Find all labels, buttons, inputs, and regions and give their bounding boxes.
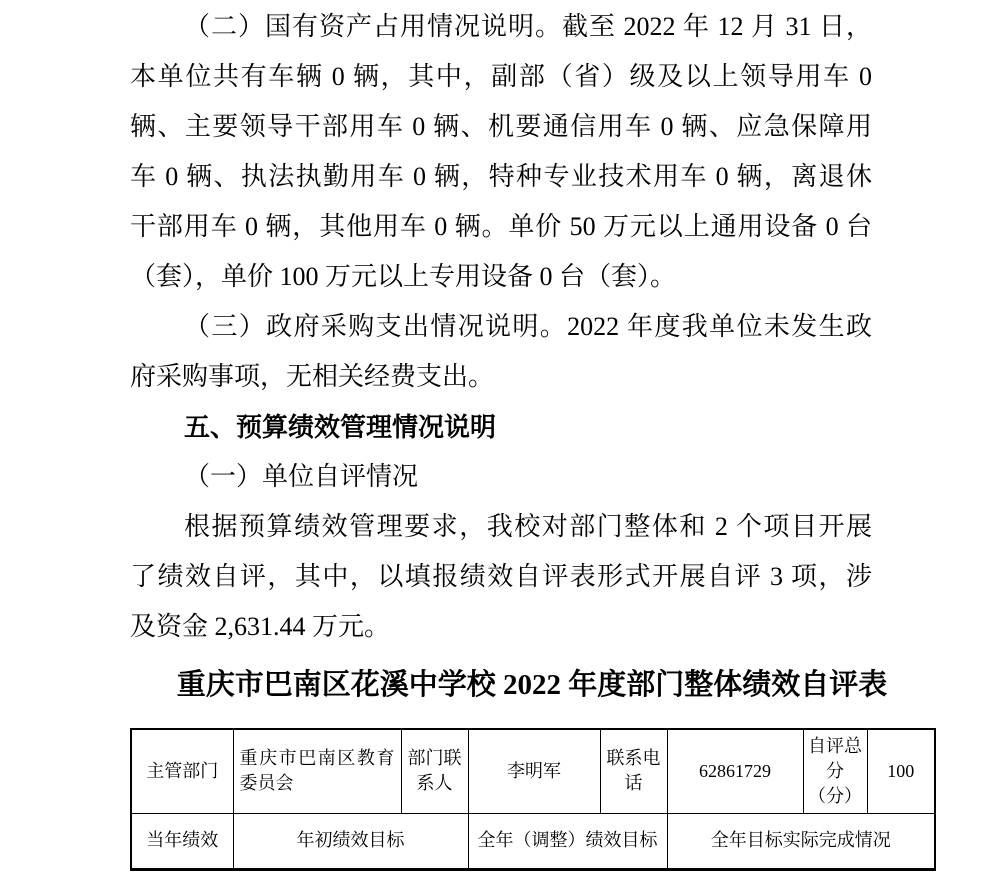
cell-phone-value: 62861729 (667, 729, 803, 813)
cell-supervisor-dept-label: 主管部门 (131, 729, 233, 813)
body-line: 及资金 2,631.44 万元。 (130, 612, 391, 641)
cell-self-eval-score-label: 自评总分（分） (803, 729, 867, 813)
body-line: （套），单价 100 万元以上专用设备 0 台（套）。 (130, 262, 677, 291)
cell-contact-person-label: 部门联系人 (401, 729, 468, 813)
body-line: 干部用车 0 辆，其他用车 0 辆。单价 50 万元以上通用设备 0 台 (130, 212, 872, 241)
cell-phone-label: 联系电话 (600, 729, 667, 813)
performance-self-eval-table (130, 728, 936, 871)
table-title: 重庆市巴南区花溪中学校 2022 年度部门整体绩效自评表 (176, 669, 888, 701)
document-body (130, 2, 872, 652)
cell-self-eval-score-value: 100 (867, 729, 935, 813)
cell-contact-person-value: 李明军 (468, 729, 600, 813)
body-line: 辆、主要领导干部用车 0 辆、机要通信用车 0 辆、应急保障用 (130, 112, 872, 141)
cell-year-actual-completion: 全年目标实际完成情况 (667, 813, 935, 869)
cell-year-begin-target: 年初绩效目标 (233, 813, 468, 869)
body-line: 本单位共有车辆 0 辆，其中，副部（省）级及以上领导用车 0 (130, 62, 872, 91)
body-line: 府采购事项，无相关经费支出。 (130, 362, 495, 391)
body-line: （三）政府采购支出情况说明。2022 年度我单位未发生政 (184, 312, 872, 341)
cell-supervisor-dept-value: 重庆市巴南区教育委员会 (233, 729, 401, 813)
body-line: 了绩效自评，其中，以填报绩效自评表形式开展自评 3 项，涉 (130, 562, 872, 591)
body-line: 车 0 辆、执法执勤用车 0 辆，特种专业技术用车 0 辆，离退休 (130, 162, 872, 191)
body-line: （二）国有资产占用情况说明。截至 2022 年 12 月 31 日， (184, 12, 872, 41)
table-row (131, 813, 935, 869)
body-line: 根据预算绩效管理要求，我校对部门整体和 2 个项目开展 (184, 512, 872, 541)
section-heading: 五、预算绩效管理情况说明 (184, 412, 497, 442)
cell-year-adjusted-target: 全年（调整）绩效目标 (468, 813, 667, 869)
cell-current-year-performance: 当年绩效 (131, 813, 233, 869)
table-row (131, 729, 935, 813)
subsection-heading: （一）单位自评情况 (184, 462, 419, 491)
